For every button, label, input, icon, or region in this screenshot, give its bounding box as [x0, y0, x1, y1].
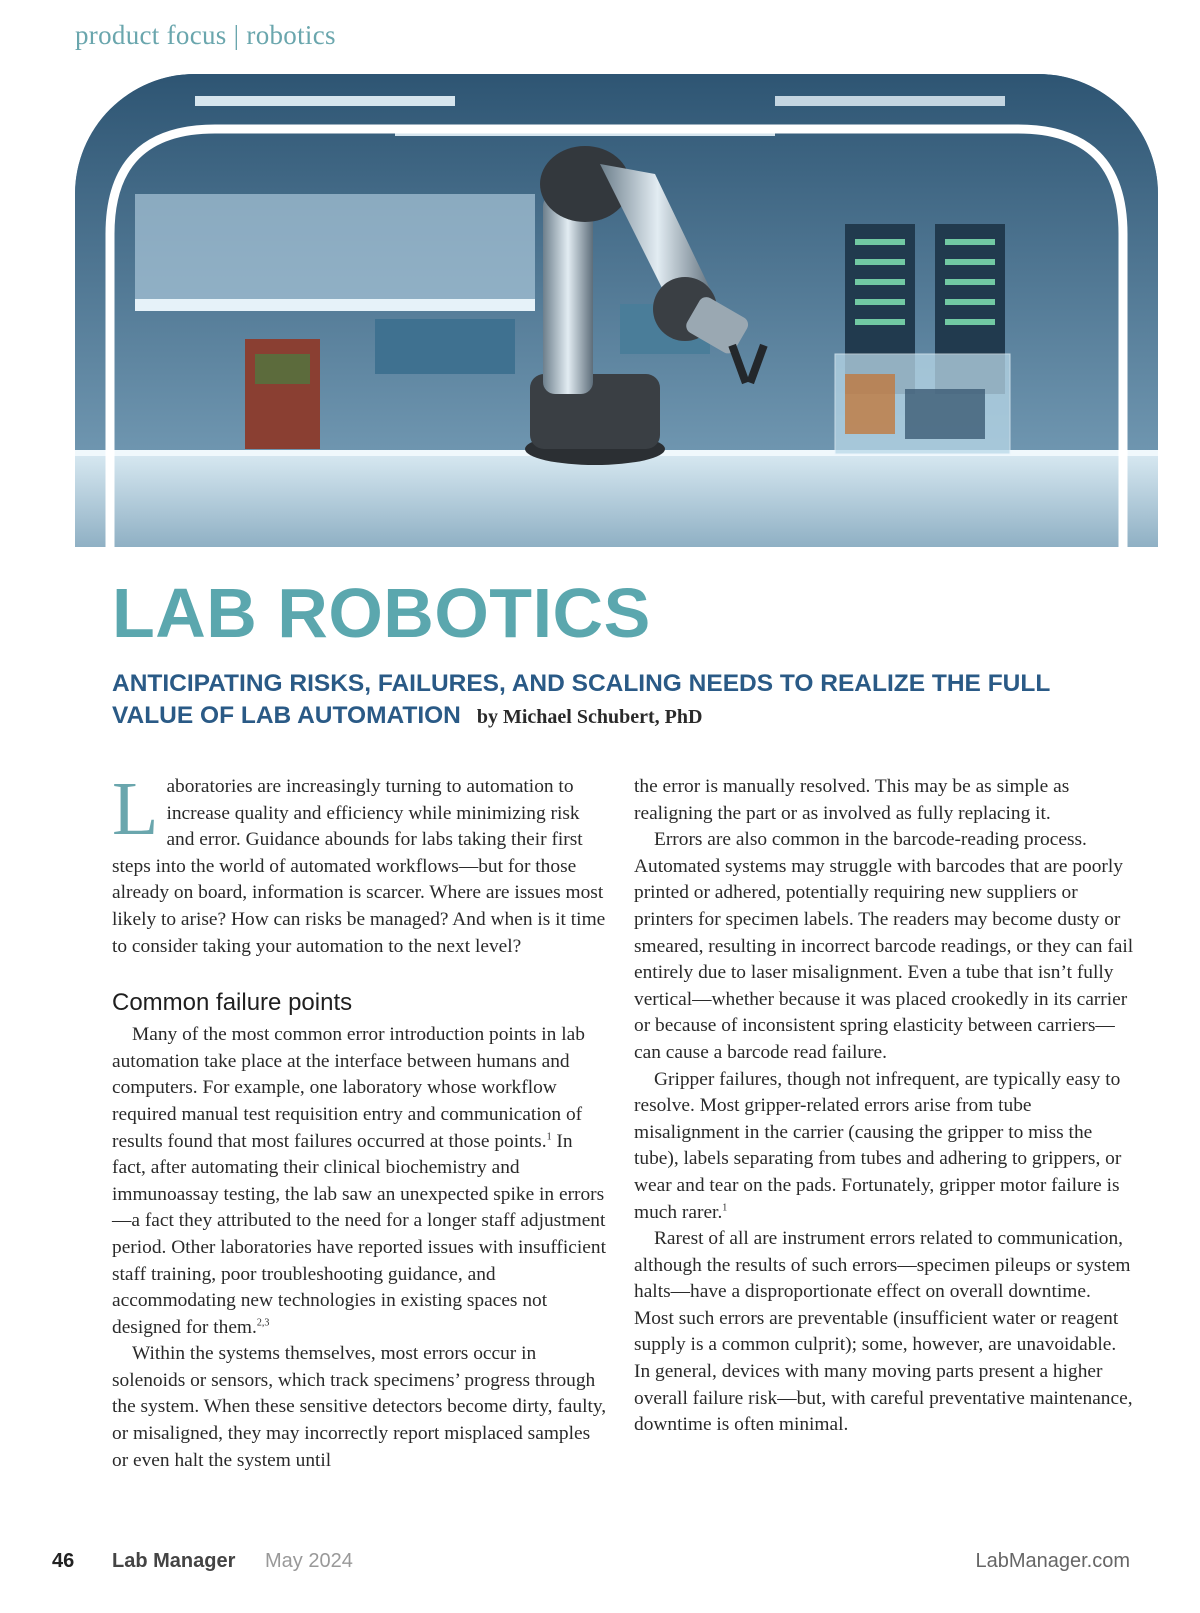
section-label: product focus | robotics — [75, 20, 336, 50]
intro-paragraph — [112, 767, 607, 960]
article-column-right — [634, 774, 1134, 1439]
body-paragraph — [112, 1022, 607, 1341]
subtitle-text: ANTICIPATING RISKS, FAILURES, AND SCALING NEEDS TO REALIZE THE FULL VALUE OF LAB AUTOMATION — [112, 670, 1050, 729]
body-paragraph — [634, 1067, 1134, 1227]
intro-text: aboratories are increasingly turning to automation to increase quality and efficiency while minimizing risk and error. Guidance abounds for labs taking their first steps into the world of automated workflows—but for those already on board, information is scarcer. Where are issues most likely to arise? How can risks be managed? And when is it time to consider taking your automation to the next level? — [112, 776, 606, 957]
body-paragraph: the error is manually resolved. This may be as simple as realigning the part or as involved as fully replacing it. — [634, 776, 1070, 824]
website-link[interactable]: LabManager.com — [975, 1550, 1130, 1572]
issue-date: May 2024 — [265, 1550, 353, 1572]
paragraph-text: In fact, after automating their clinical biochemistry and immunoassay testing, the lab saw an unexpected spike in errors—a fact they attributed to the need for a longer staff adjustment period. Other laboratories have reported issues with insufficient staff training, poor troubleshooting guidance, and accommodating new technologies in existing spaces not designed for them. — [112, 1130, 606, 1338]
article-column-left — [112, 767, 607, 1474]
article-subtitle — [112, 668, 1112, 733]
paragraph-text: Gripper failures, though not infrequent, are typically easy to resolve. Most gripper-related errors arise from tube misalignment in the carrier (causing the gripper to miss the tube), labels separating from tubes and adhering to grippers, or wear and tear on the pads. Fortunately, gripper motor failure is much rarer. — [634, 1068, 1122, 1223]
hero-image — [75, 74, 1158, 547]
page-footer — [0, 1550, 1200, 1580]
magazine-name: Lab Manager — [112, 1550, 236, 1572]
article-title: LAB ROBOTICS — [112, 574, 651, 652]
robot-arm-lab-illustration — [75, 74, 1158, 547]
drop-cap: L — [112, 767, 159, 851]
citation-ref: 1 — [546, 1131, 552, 1143]
citation-ref: 1 — [722, 1202, 728, 1214]
byline: by Michael Schubert, PhD — [476, 706, 703, 728]
body-paragraph: Rarest of all are instrument errors related to communication, although the results of such errors—specimen pileups or system halts—have a disproportionate effect on overall downtime. Most such errors are preventable (insufficient water or reagent supply is a common culprit); some, however, are unavoidable. In general, devices with many moving parts present a higher overall failure risk—but, with careful preventative maintenance, downtime is often minimal. — [634, 1228, 1133, 1436]
body-paragraph: Errors are also common in the barcode-reading process. Automated systems may struggle with barcodes that are poorly printed or adhered, potentially requiring new suppliers or printers for specimen labels. The readers may become dusty or smeared, resulting in incorrect barcode readings, or they can fail entirely due to laser misalignment. Even a tube that isn’t fully vertical—whether because it was placed crookedly in its carrier or because of inconsistent spring elasticity between carriers—can cause a barcode read failure. — [634, 829, 1134, 1063]
paragraph-text: Many of the most common error introduction points in lab automation take place at the interface between humans and computers. For example, one laboratory whose workflow required manual test requisition entry and communication of results found that most failures occurred at those points. — [112, 1024, 585, 1152]
page-number: 46 — [52, 1550, 75, 1572]
citation-ref: 2,3 — [256, 1317, 270, 1329]
body-paragraph: Within the systems themselves, most errors occur in solenoids or sensors, which track specimens’ progress through the system. When these sensitive detectors become dirty, faulty, or misaligned, they may incorrectly report misplaced samples or even halt the system until — [112, 1343, 607, 1471]
section-heading: Common failure points — [112, 989, 353, 1017]
